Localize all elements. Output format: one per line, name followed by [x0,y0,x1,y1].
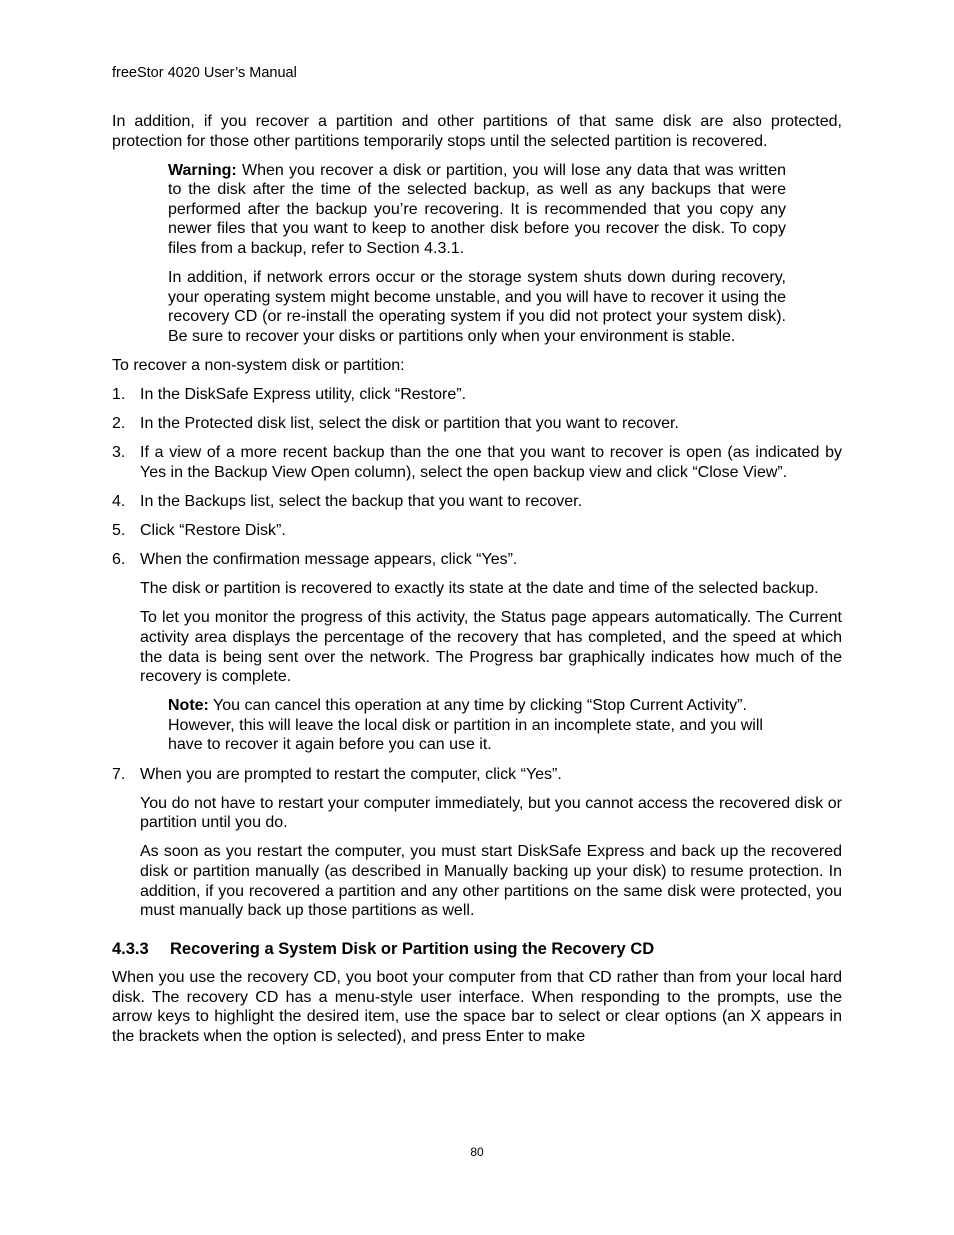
warning-text: When you recover a disk or partition, you will lose any data that was written to the disk after the time of the selected backup, as well as any backups that were performed after the backup you’re recovering. It is recommended that you copy any newer files that you want to keep to another disk before you recover the disk. To copy files from a backup, refer to Section 4.3.1. [168,161,786,258]
step-7 [112,765,842,785]
step-3 [112,443,842,482]
note-label: Note: [168,697,209,715]
step-text: Click “Restore Disk”. [140,522,286,540]
step-number: 7. [112,765,126,783]
step-6-detail-2: To let you monitor the progress of this activity, the Status page appears automatically. The Current activity area displays the percentage of the recovery that has completed, and the speed at which the data is being sent over the network. The Progress bar graphically indicates how much of the recovery is complete. [140,609,842,686]
page-number: 80 [470,1145,484,1159]
step-text: In the Protected disk list, select the disk or partition that you want to recover. [140,415,679,433]
step-number: 4. [112,493,126,510]
step-text: In the DiskSafe Express utility, click “Restore”. [140,386,467,404]
step-6 [112,550,842,570]
running-header: freeStor 4020 User’s Manual [112,65,297,81]
section-heading [112,940,842,960]
step-text: In the Backups list, select the backup that you want to recover. [140,493,583,510]
section-paragraph: When you use the recovery CD, you boot your computer from that CD rather than from your local hard disk. The recovery CD has a menu-style user interface. When responding to the prompts, use the arrow keys to highlight the desired item, use the space bar to select or clear options (an X appears in the brackets when the option is selected), and press Enter to make [112,969,842,1046]
procedure-lead: To recover a non-system disk or partition: [112,357,405,375]
step-number: 2. [112,415,126,433]
step-7-detail-2: As soon as you restart the computer, you must start DiskSafe Express and back up the recovered disk or partition manually (as described in Manually backing up your disk) to resume protection. In addition, if you recovered a partition and any other partitions on the same disk were protected, you must manually back up those partitions as well. [140,843,842,920]
intro-paragraph: In addition, if you recover a partition and other partitions of that same disk are also protected, protection for those other partitions temporarily stops until the selected partition is recovered. [112,113,842,150]
section-title: Recovering a System Disk or Partition using the Recovery CD [170,939,655,958]
step-text: If a view of a more recent backup than the one that you want to recover is open (as indicated by Yes in the Backup View Open column), select the open backup view and click “Close View”. [140,444,842,481]
step-text: When the confirmation message appears, click “Yes”. [140,551,518,569]
warning-paragraph-2: In addition, if network errors occur or the storage system shuts down during recovery, your operating system might become unstable, and you will have to recover it using the recovery CD (or re-install the operating system if you did not protect your system disk). Be sure to recover your disks or partitions only when your environment is stable. [168,269,786,345]
note-block [168,696,786,755]
section-number: 4.3.3 [112,939,149,958]
page-body [112,112,842,1056]
step-6-detail-1: The disk or partition is recovered to exactly its state at the date and time of the selected backup. [140,580,819,598]
step-text: When you are prompted to restart the computer, click “Yes”. [140,765,562,783]
warning-paragraph [168,161,786,259]
step-5 [112,521,842,541]
warning-block [168,161,786,347]
step-4 [112,492,842,512]
step-number: 1. [112,386,126,404]
step-2 [112,414,842,434]
step-number: 6. [112,551,126,569]
note-paragraph [168,696,786,755]
step-1 [112,385,842,405]
step-7-detail-1: You do not have to restart your computer immediately, but you cannot access the recovered disk or partition until you do. [140,794,842,832]
step-number: 5. [112,522,126,540]
warning-label: Warning: [168,161,237,179]
note-text: You can cancel this operation at any time by clicking “Stop Current Activity”. However, this will leave the local disk or partition in an incomplete state, and you will have to recover it again before you can use it. [168,697,763,754]
step-number: 3. [112,444,126,462]
